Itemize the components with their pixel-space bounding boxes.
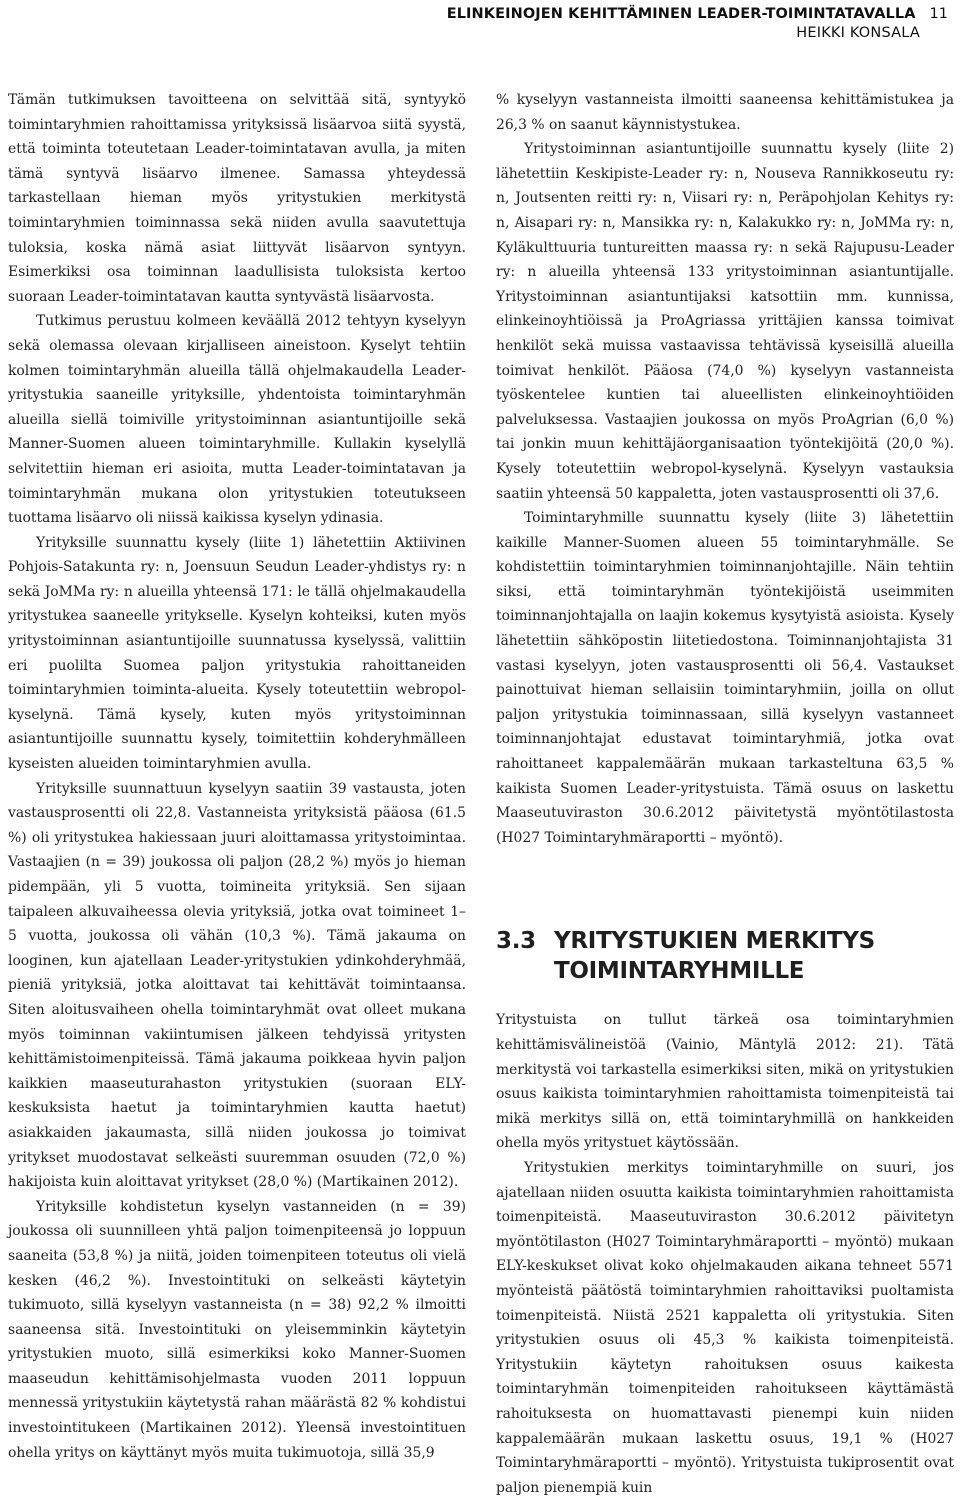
header-title-line bbox=[447, 3, 948, 22]
paragraph: Tämän tutkimuksen tavoitteena on selvittää sitä, syntyykö toimintaryhmien rahoittamissa yrityksissä lisäarvoa siitä syystä, että toiminta toteutetaan Leader-toimintatavan avulla, ja miten tämä syntyvä lisäarvo ilmenee. Samassa yhteydessä tarkastellaan hieman myös yritystukien merkitystä toimintaryhmien toiminnassa sekä niiden avulla saavutettuja tuloksia, koska nämä asiat liittyvät lisäarvon syntyyn. Esimerkiksi osa toiminnan laadullisista tuloksista kertoo suoraan Leader-toimintatavan kautta syntyvästä lisäarvosta. bbox=[8, 92, 466, 305]
paragraph: Tutkimus perustuu kolmeen keväällä 2012 tehtyyn kyselyyn sekä olemassa olevaan kirjalliseen aineistoon. Kyselyt tehtiin kolmen toimintaryhmän alueilla tällä ohjelmakaudella Leader-yritystukia saaneille yrityksille, yhdentoista toimintaryhmän alueilla siellä toimiville yritystoiminnan asiantuntijoille sekä Manner-Suomen alueen toimintaryhmille. Kullakin kyselyllä selvitettiin hieman eri asioita, mutta Leader-toimintatavan ja toimintaryhmän mukana olon yritystukien toteutukseen tuottama lisäarvo oli niissä kaikissa kyselyn ydinasia. bbox=[8, 313, 466, 527]
paragraph: Yrityksille suunnattuun kyselyyn saatiin 39 vastausta, joten vastausprosentti oli 22,8. Vastanneista yrityksistä pääosa (61.5 %) oli yritystukea hakiessaan juuri aloittamassa yritystoimintaa. Vastaajien (n = 39) joukossa oli paljon (28,2 %) myös jo hieman pidempään, yli 5 vuotta, toimineita yrityksiä. Sen sijaan taipaleen alkuvaiheessa olevia yrityksiä, jotka ovat toimineet 1–5 vuotta, joukossa oli vähän (10,3 %). Tämä jakauma on looginen, kun ajatellaan Leader-yritystukien ydinkohderyhmää, pieniä yrityksiä, jotka aloittavat tai kehittävät toimintaansa. Siten aloitusvaiheen ohella toimintaryhmät ovat olleet mukana myös toiminnan vakiintumisen jälkeen tehdyissä yritysten kehittämistoimenpiteissä. Tämä jakauma poikkeaa hyvin paljon kaikkien maaseuturahaston yritystukien (suoraan ELY-keskuksista haetut ja toimintaryhmien kautta haetut) asiakkaiden jakaumasta, sillä niiden joukossa jo toimivat yritykset muodostavat selkeästi suuremman osuuden (72,0 %) hakijoista kuin aloittavat yritykset (28,0 %) (Martikainen 2012). bbox=[8, 780, 466, 1191]
paragraph: % kyselyyn vastanneista ilmoitti saaneensa kehittämistukea ja 26,3 % on saanut käynnistystukea. bbox=[496, 92, 954, 133]
section-title: YRITYSTUKIEN MERKITYS TOIMINTARYHMILLE bbox=[554, 928, 875, 985]
section-number: 3.3 bbox=[496, 928, 536, 955]
running-author: HEIKKI KONSALA bbox=[796, 25, 920, 41]
paragraph: Toimintaryhmille suunnattu kysely (liite 3) lähetettiin kaikille Manner-Suomen alueen 55 toimintaryhmälle. Se kohdistettiin toimintaryhmien toiminnanjohtajille. Näin tehtiin siksi, että toimintaryhmän työntekijöistä useimmiten toiminnanjohtajalla on laajin kokemus kysytyistä asioista. Kysely lähetettiin sähköpostin liitetiedostona. Toiminnanjohtajista 31 vastasi kyselyyn, joten vastausprosentti oli 56,4. Vastaukset painottuivat hieman sellaisiin toimintaryhmiin, joilla on ollut paljon yritystukia toiminnassaan, sillä kyselyyn vastanneet toiminnanjohtajat edustavat toimintaryhmiä, jotka ovat rahoittaneet kappalemäärän mukaan tarkasteltuna 63,5 % kaikista Suomen Leader-yritystuista. Tämä osuus on laskettu Maaseutuviraston 30.6.2012 päivitetystä myöntötilastosta (H027 Toimintaryhmäraportti – myöntö). bbox=[496, 510, 954, 846]
left-column bbox=[8, 88, 466, 1465]
running-title: ELINKEINOJEN KEHITTÄMINEN LEADER-TOIMINTATAVALLA bbox=[446, 6, 916, 22]
paragraph: Yritystuista on tullut tärkeä osa toimintaryhmien kehittämisvälineistöä (Vainio, Mäntylä 2012: 21). Tätä merkitystä voi tarkastella esimerkiksi siten, mikä on yritystukien osuus kaikista toimintaryhmien rahoittamista toimenpiteistä tai mikä merkitys sillä on, että toimintaryhmillä on hankkeiden ohella myös yritystuet käytössään. bbox=[496, 1012, 954, 1152]
paragraph: Yrityksille suunnattu kysely (liite 1) lähetettiin Aktiivinen Pohjois-Satakunta ry: n, Joensuun Seudun Leader-yhdistys ry: n sekä JoMMa ry: n alueilla yhteensä 171: le tällä ohjelmakaudella yritystukea saaneelle yritykselle. Kyselyn kohteiksi, kuten myös yritystoiminnan asiantuntijoille suunnatussa kyselyssä, valittiin eri puolilta Suomea paljon yritystukia rahoittaneiden toimintaryhmien toiminta-alueita. Kysely toteutettiin webropol-kyselynä. Tämä kysely, kuten myös yritystoiminnan asiantuntijoille suunnattu kysely, toimitettiin kohderyhmälleen kyseisten alueiden toimintaryhmien avulla. bbox=[8, 534, 466, 773]
right-column bbox=[496, 88, 954, 1500]
page-number: 11 bbox=[929, 6, 948, 22]
page-header bbox=[447, 3, 948, 41]
paragraph: Yritystoiminnan asiantuntijoille suunnattu kysely (liite 2) lähetettiin Keskipiste-Leader ry: n, Nouseva Rannikkoseutu ry: n, Joutsenten reitti ry: n, Viisari ry: n, Peräpohjolan Kehitys ry: n, Aisapari ry: n, Mansikka ry: n, Kalakukko ry: n, JoMMa ry: n, Kyläkulttuuria tuntureitten maassa ry: n sekä Rajupusu-Leader ry: n alueilla yhteensä 133 yritystoiminnan asiantuntijalle. Yritystoiminnan asiantuntijaksi katsottiin mm. kunnissa, elinkeinoyhtiöissä ja ProAgriassa yrittäjien kanssa toimivat henkilöt sekä muissa vastaavissa tehtävissä kyseisillä alueilla toimivat henkilöt. Pääosa (74,0 %) kyselyyn vastanneista työskentelee kuntien tai alueellisten elinkeinoyhtiöiden palveluksessa. Vastaajien joukossa on myös ProAgrian (6,0 %) tai jonkin muun kehittäjäorganisaation työntekijöitä (20,0 %). Kysely toteutettiin webropol-kyselynä. Kyselyyn vastauksia saatiin yhteensä 50 kappaletta, joten vastausprosentti oli 37,6. bbox=[496, 141, 954, 502]
section-heading bbox=[496, 926, 954, 986]
paragraph: Yritystukien merkitys toimintaryhmille on suuri, jos ajatellaan niiden osuutta kaikista toimintaryhmien rahoittamista toimenpiteistä. Maaseutuviraston 30.6.2012 päivitetyn myöntötilaston (H027 Toimintaryhmäraportti – myöntö) mukaan ELY-keskukset olivat koko ohjelmakauden aikana tehneet 5571 myönteistä päätöstä toimintaryhmien rahoittaviksi puoltamista toimenpiteistä. Niistä 2521 kappaletta oli yritystukia. Siten yritystukien osuus oli 45,3 % kaikista toimenpiteistä. Yritystukiin käytetyn rahoituksen osuus kaikesta toimintaryhmän toimenpiteiden rahoitukseen käyttämästä rahoituksesta on huomattavasti pienempi kuin niiden kappalemäärän mukaan laskettu osuus, 19,1 % (H027 Toimintaryhmäraportti – myöntö). Yritystuista tukiprosentit ovat paljon pienempiä kuin bbox=[496, 1159, 954, 1496]
paragraph: Yrityksille kohdistetun kyselyn vastanneiden (n = 39) joukossa oli suunnilleen yhtä paljon toimenpiteensä jo loppuun saaneita (53,8 %) ja niitä, joiden toimenpiteen toteutus oli vielä kesken (46,2 %). Investointituki on selkeästi käytetyin tukimuoto, sillä kyselyyn vastanneista (n = 38) 92,2 % ilmoitti saaneensa sitä. Investointituki on yleisemminkin käytetyin yritystukien muoto, sillä esimerkiksi koko Manner-Suomen maaseudun kehittämisohjelmasta vuoden 2011 loppuun mennessä yritystukiin käytetystä rahan määrästä 82 % kohdistui investointitukeen (Martikainen 2012). Yleensä investointituen ohella yritys on käyttänyt myös muita tukimuotoja, sillä 35,9 bbox=[8, 1198, 466, 1461]
